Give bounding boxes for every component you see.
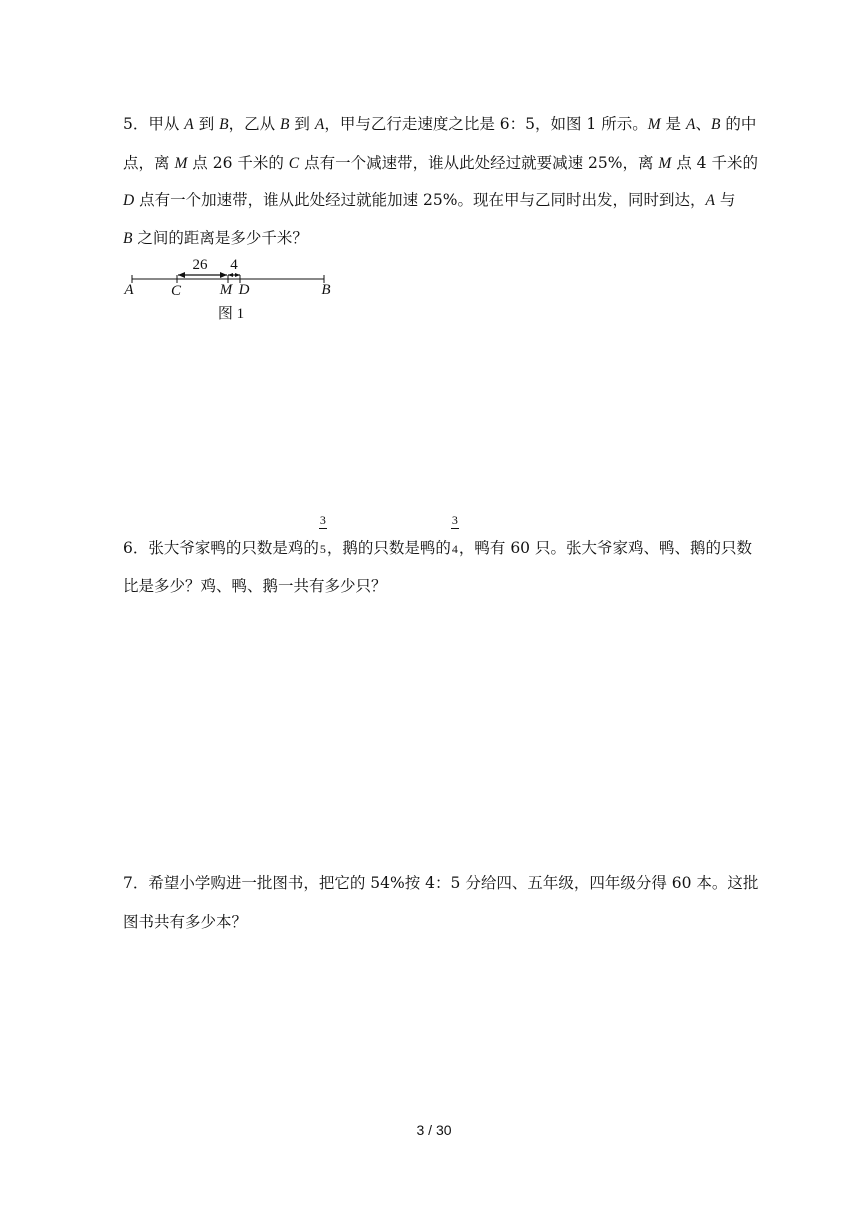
q6-line-2: 比是多少？鸡、鸭、鹅一共有多少只？ bbox=[123, 577, 387, 595]
arrow-4-left-head bbox=[228, 273, 233, 277]
fraction-3-5: $\frac{3}{5}$ bbox=[319, 513, 326, 556]
q7-line-1: 7．希望小学购进一批图书，把它的 54%按 4：5 分给四、五年级，四年级分得 60 本。这批 bbox=[123, 874, 759, 892]
q5-line-4: B 之间的距离是多少千米？ bbox=[123, 229, 308, 247]
arrow-26-left-head bbox=[178, 272, 185, 278]
label-point-m: M bbox=[219, 282, 233, 298]
page-number: 3 / 30 bbox=[416, 1122, 452, 1138]
q5-line-2: 点，离 M 点 26 千米的 C 点有一个减速带，谁从此处经过就要减速 25%，离 M 点 4 千米的 bbox=[123, 154, 758, 172]
label-point-a: A bbox=[124, 282, 134, 298]
arrow-26-right-head bbox=[220, 272, 227, 278]
label-26: 26 bbox=[192, 257, 208, 273]
label-point-d: D bbox=[238, 282, 250, 298]
fraction-3-4: $\frac{3}{4}$ bbox=[451, 513, 458, 556]
figure-1-diagram bbox=[118, 252, 348, 327]
label-point-b: B bbox=[321, 282, 331, 298]
label-point-c: C bbox=[170, 283, 182, 299]
label-4: 4 bbox=[230, 257, 238, 273]
q5-line-3: D 点有一个加速带，谁从此处经过就能加速 25%。现在甲与乙同时出发，同时到达，A 与 bbox=[123, 191, 736, 209]
q6-line-1: 6．张大爷家鸭的只数是鸡的 $\frac{3}{5}$，鹅的只数是鸭的 $\frac{3}{4}$，鸭有 60 只。张大爷家鸡、鸭、鹅的只数 bbox=[123, 513, 752, 557]
figure-1-caption: 图 1 bbox=[217, 306, 245, 322]
q5-line-1: 5．甲从 A 到 B，乙从 B 到 A，甲与乙行走速度之比是 6：5，如图 1 所示。M 是 A、B 的中 bbox=[123, 115, 757, 133]
arrow-4-right-head bbox=[235, 273, 240, 277]
q7-line-2: 图书共有多少本？ bbox=[123, 913, 248, 931]
